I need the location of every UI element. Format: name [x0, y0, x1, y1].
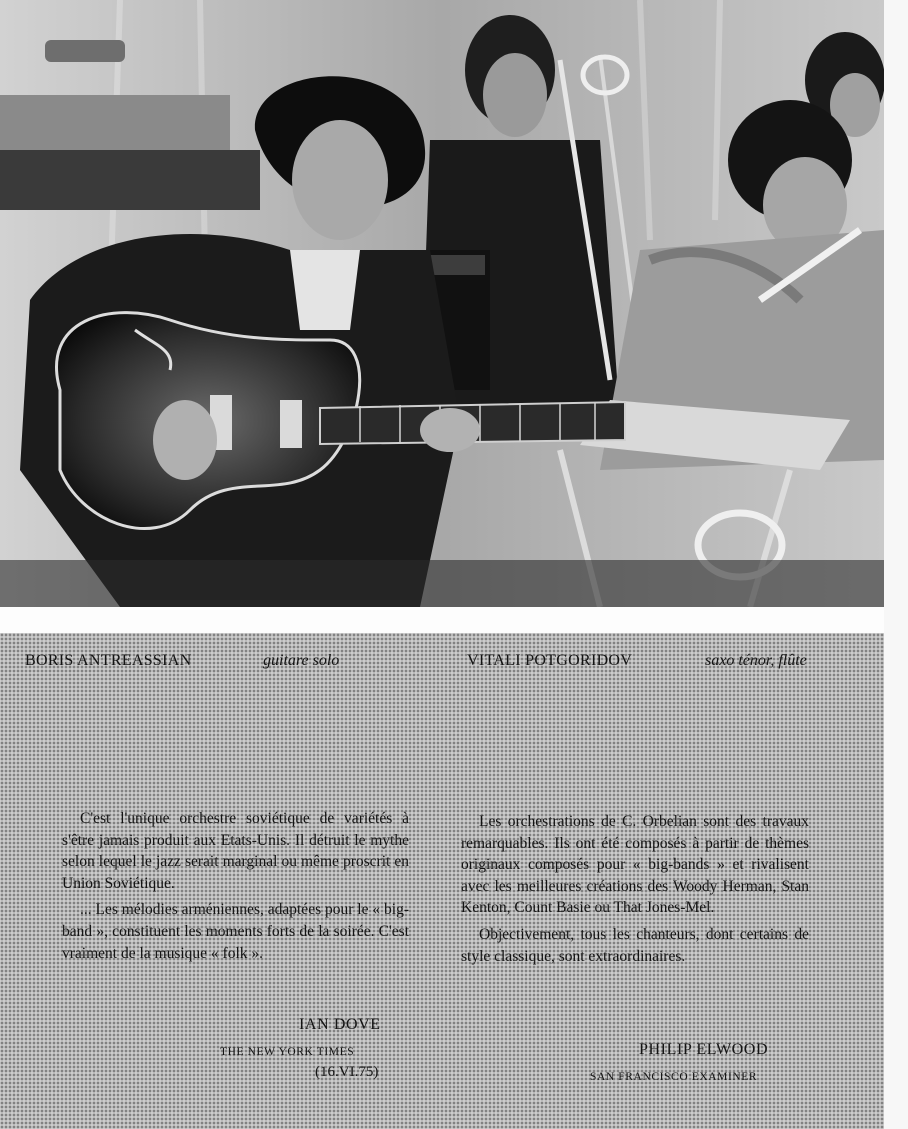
review-paragraph: ... Les mélodies arméniennes, adaptées pour le « big-band », constituent les moments forts de la soirée. C'est vraiment de la musique « folk ».	[62, 901, 409, 962]
review-paragraph: Objectivement, tous les chanteurs, dont certains de style classique, sont extraordinaires.	[461, 925, 809, 965]
review-author: PHILIP ELWOOD	[639, 1041, 769, 1058]
review-paragraph: C'est l'unique orchestre soviétique de variétés à s'être jamais produit aux Etats-Unis. Il détruit le mythe selon lequel le jazz serait marginal ou même proscrit en Union Soviétique.	[62, 810, 409, 892]
musician-role: saxo ténor, flûte	[705, 652, 807, 669]
review-source: THE NEW YORK TIMES	[220, 1046, 355, 1058]
caption-band	[0, 607, 884, 633]
page-margin	[884, 0, 908, 1129]
review-paragraph: Les orchestrations de C. Orbelian sont des travaux remarquables. Ils ont été composés à partir de thèmes originaux composés pour « big-bands » et rivalisent avec les meilleures créations des Woody Herman, Stan Kenton, Count Basie ou That Jones-Mel.	[461, 813, 809, 917]
credit-guitarist	[25, 651, 340, 671]
musician-name: VITALI POTGORIDOV	[467, 652, 633, 669]
review-source: SAN FRANCISCO EXAMINER	[590, 1071, 758, 1083]
musician-name: BORIS ANTREASSIAN	[25, 652, 192, 669]
credit-saxophonist	[467, 651, 807, 671]
review-san-francisco-examiner	[461, 811, 809, 972]
review-author: IAN DOVE	[299, 1016, 381, 1033]
musician-role: guitare solo	[263, 652, 340, 669]
review-new-york-times	[62, 808, 409, 969]
review-date: (16.VI.75)	[315, 1064, 379, 1080]
